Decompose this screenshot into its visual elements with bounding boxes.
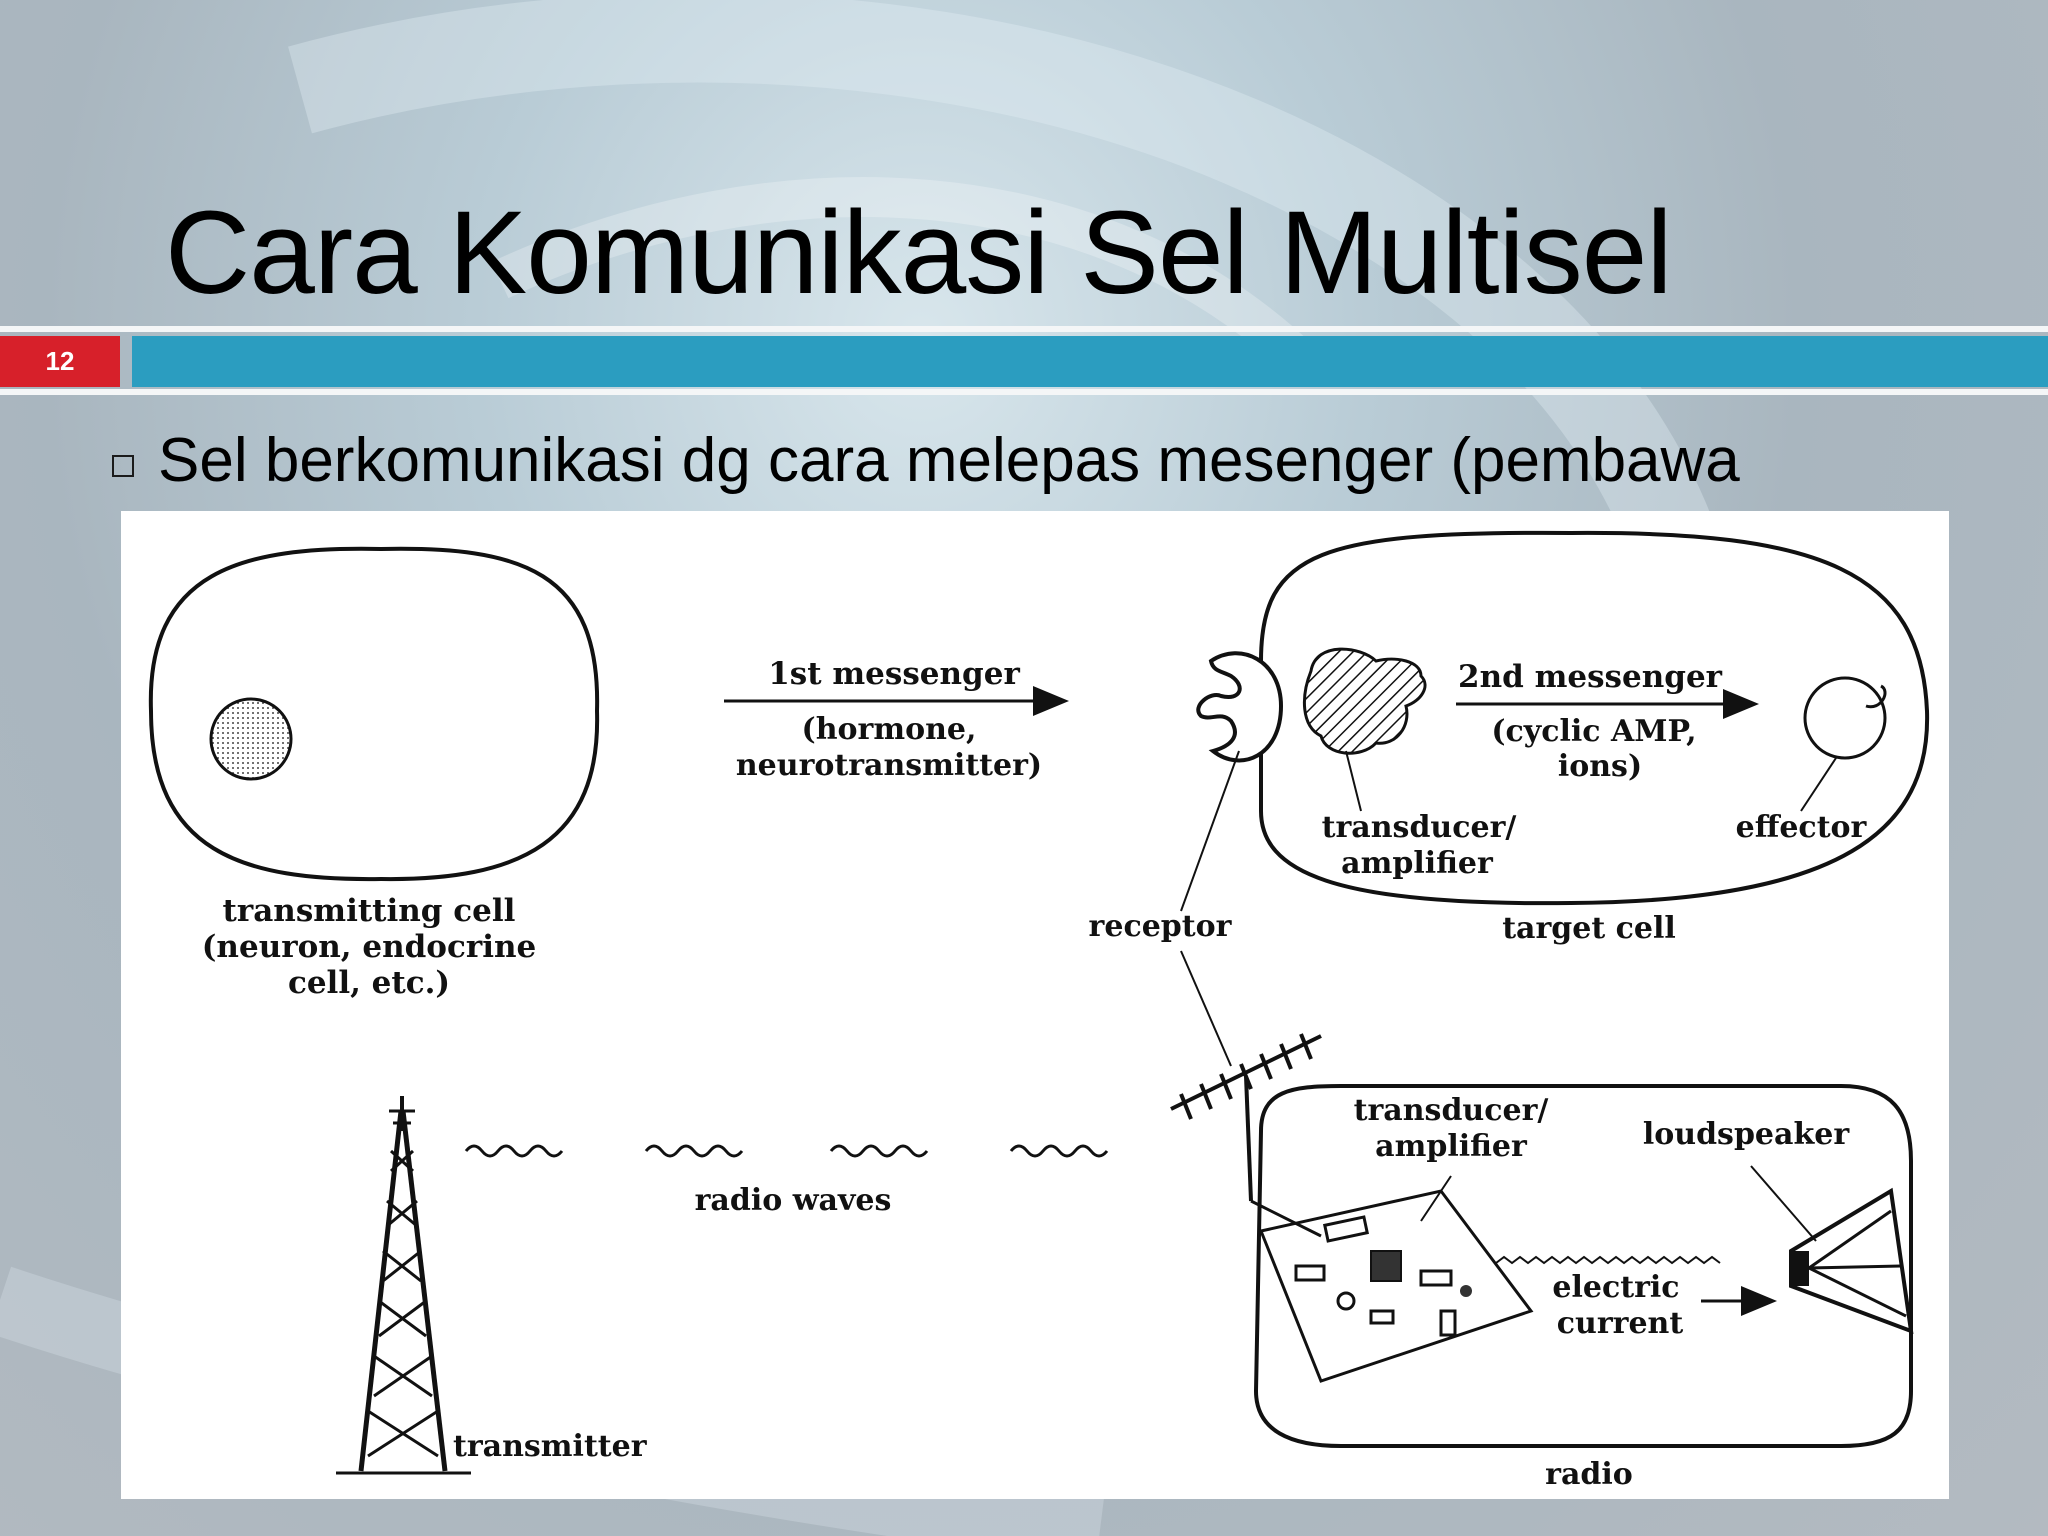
transducer-radio-label-2: amplifier: [1375, 1129, 1527, 1164]
transmitting-cell-label-2: (neuron, endocrine: [201, 929, 537, 965]
radio-waves-label: radio waves: [694, 1183, 892, 1218]
first-messenger-label: 1st messenger: [768, 656, 1020, 692]
radio-waves-icon: [466, 1146, 1107, 1156]
transmitting-cell-label-1: transmitting cell: [222, 893, 516, 929]
slide-number-badge: 12: [0, 336, 120, 387]
diagram-svg: [121, 511, 1949, 1499]
slide-title: Cara Komunikasi Sel Multisel: [165, 187, 1672, 319]
receptor-antenna-pointer: [1181, 951, 1231, 1066]
receptor-pointer: [1181, 751, 1239, 911]
circuit-board-icon: [1261, 1191, 1531, 1381]
header-rule-top: [0, 326, 2048, 332]
electric-wire: [1496, 1257, 1720, 1263]
transducer-blob-icon: [1304, 649, 1425, 753]
second-messenger-label: 2nd messenger: [1458, 659, 1722, 695]
loudspeaker-pointer: [1751, 1166, 1816, 1241]
effector-icon: [1805, 678, 1885, 758]
nucleus-icon: [211, 699, 291, 779]
receptor-label: receptor: [1088, 909, 1232, 944]
transducer-pointer: [1346, 751, 1361, 811]
loudspeaker-label: loudspeaker: [1642, 1117, 1850, 1152]
transducer-radio-label-1: transducer/: [1353, 1093, 1549, 1128]
cell-communication-diagram: [121, 511, 1949, 1499]
loudspeaker-icon: [1791, 1191, 1911, 1331]
transmitting-cell-label-3: cell, etc.): [287, 965, 451, 1001]
second-messenger-sub-1: (cyclic AMP,: [1491, 714, 1697, 749]
transmitter-tower-icon: [336, 1096, 471, 1473]
electric-current-label-1: electric: [1552, 1270, 1680, 1305]
radio-label: radio: [1545, 1457, 1633, 1492]
second-messenger-sub-2: ions): [1557, 749, 1643, 784]
bullet-text: Sel berkomunikasi dg cara melepas mesenger (pembawa: [158, 426, 1740, 495]
first-messenger-sub-2: neurotransmitter): [735, 748, 1043, 783]
effector-label: effector: [1735, 810, 1867, 845]
header-rule-bottom: [0, 389, 2048, 395]
receptor-icon: [1198, 653, 1281, 760]
transmitter-label: transmitter: [453, 1429, 647, 1464]
first-messenger-sub-1: (hormone,: [801, 712, 977, 747]
antenna-icon: [1171, 1034, 1321, 1201]
transmitting-cell-shape: [151, 549, 597, 879]
bullet-square-icon: [112, 455, 134, 477]
transducer-cell-label-1: transducer/: [1321, 810, 1517, 845]
target-cell-label: target cell: [1502, 911, 1676, 946]
header-accent-bar: [132, 336, 2048, 387]
electric-current-label-2: current: [1556, 1306, 1684, 1341]
effector-pointer: [1801, 758, 1836, 811]
transducer-cell-label-2: amplifier: [1341, 846, 1493, 881]
